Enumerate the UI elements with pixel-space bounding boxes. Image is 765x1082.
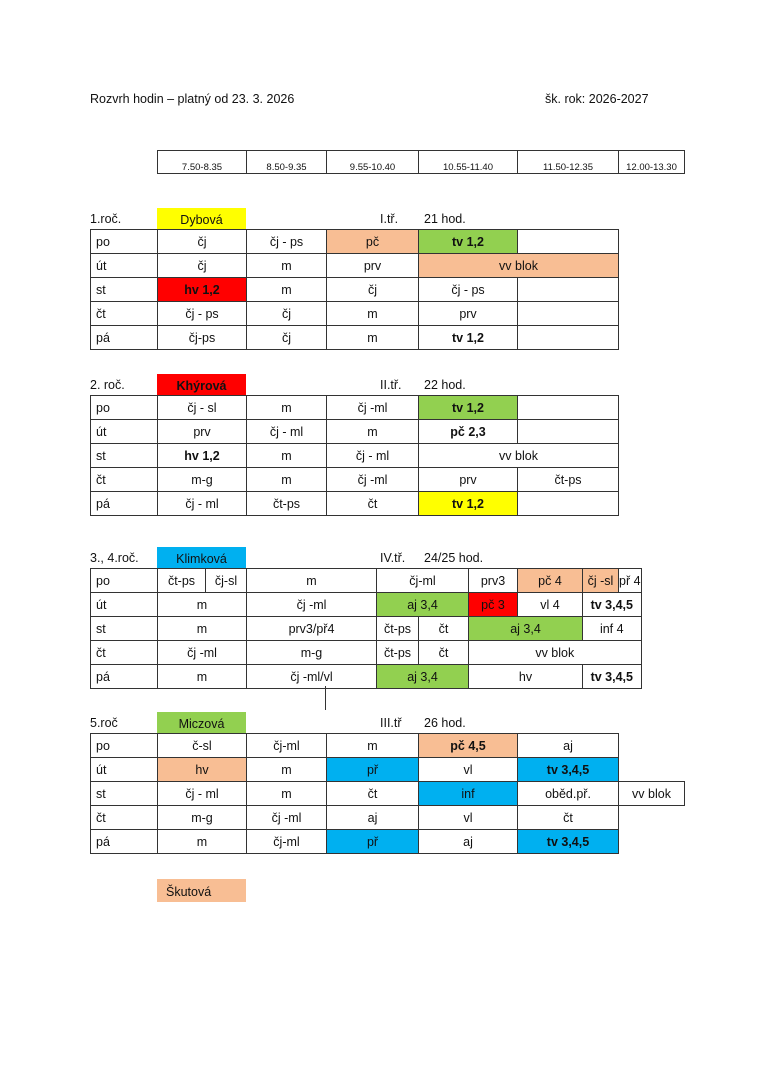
time-slot: 12.00-13.30 xyxy=(619,151,685,174)
grade-label: 5.roč xyxy=(90,716,118,730)
lesson-cell: čj xyxy=(327,278,419,302)
lesson-cell: čj xyxy=(247,326,327,350)
day-label: pá xyxy=(91,492,158,516)
day-label: st xyxy=(91,444,158,468)
lesson-cell: čj-ml xyxy=(247,830,327,854)
lesson-cell: tv 3,4,5 xyxy=(518,758,619,782)
lesson-cell: aj xyxy=(419,830,518,854)
lesson-cell: hv 1,2 xyxy=(158,278,247,302)
lesson-cell xyxy=(518,278,619,302)
table-row xyxy=(91,665,642,689)
lesson-cell: čj xyxy=(247,302,327,326)
lesson-cell: tv 3,4,5 xyxy=(518,830,619,854)
day-label: st xyxy=(91,278,158,302)
lesson-cell: m-g xyxy=(158,806,247,830)
lesson-cell: čt-ps xyxy=(158,569,206,593)
lesson-cell: čt xyxy=(327,782,419,806)
lesson-cell: př xyxy=(327,830,419,854)
lesson-cell: vv blok xyxy=(469,641,642,665)
lesson-cell: čt xyxy=(419,617,469,641)
lesson-cell: vl xyxy=(419,758,518,782)
table-row xyxy=(91,302,619,326)
time-slot: 10.55-11.40 xyxy=(419,151,518,174)
day-label: čt xyxy=(91,641,158,665)
lesson-cell: tv 1,2 xyxy=(419,326,518,350)
grade-label: 2. roč. xyxy=(90,378,125,392)
lesson-cell xyxy=(518,230,619,254)
table-row xyxy=(91,734,685,758)
lesson-cell: čj-ml xyxy=(247,734,327,758)
page-title: Rozvrh hodin – platný od 23. 3. 2026 xyxy=(90,92,295,106)
lesson-cell: pč 2,3 xyxy=(419,420,518,444)
time-slot: 11.50-12.35 xyxy=(518,151,619,174)
day-label: út xyxy=(91,254,158,278)
lesson-cell: m xyxy=(158,665,247,689)
class-label: IV.tř. xyxy=(380,551,406,565)
lesson-cell: čj - ps xyxy=(158,302,247,326)
lesson-cell: hv xyxy=(158,758,247,782)
hours-label: 22 hod. xyxy=(424,378,466,392)
time-slot: 9.55-10.40 xyxy=(327,151,419,174)
lesson-cell: prv xyxy=(419,302,518,326)
lesson-cell: m xyxy=(247,468,327,492)
lesson-cell: vv blok xyxy=(419,254,619,278)
lesson-cell: čj -ml xyxy=(247,806,327,830)
timetable-grid xyxy=(90,568,642,689)
lesson-cell: m xyxy=(158,617,247,641)
lesson-cell: aj xyxy=(518,734,619,758)
class-label: I.tř. xyxy=(380,212,399,226)
day-label: pá xyxy=(91,830,158,854)
day-label: pá xyxy=(91,665,158,689)
hours-label: 26 hod. xyxy=(424,716,466,730)
lesson-cell: m xyxy=(247,758,327,782)
lesson-cell: čj - ml xyxy=(327,444,419,468)
lesson-cell: m xyxy=(247,254,327,278)
lesson-cell: inf xyxy=(419,782,518,806)
lesson-cell: př 4 xyxy=(619,569,642,593)
lesson-cell: hv 1,2 xyxy=(158,444,247,468)
table-row xyxy=(91,593,642,617)
lesson-cell: aj xyxy=(327,806,419,830)
lesson-cell: m xyxy=(247,278,327,302)
school-year: šk. rok: 2026-2027 xyxy=(545,92,649,106)
day-label: čt xyxy=(91,806,158,830)
lesson-cell: prv xyxy=(158,420,247,444)
lesson-cell: čj - ps xyxy=(247,230,327,254)
lesson-cell: čt xyxy=(327,492,419,516)
lesson-cell: čt-ps xyxy=(377,641,419,665)
lesson-cell: čj-sl xyxy=(206,569,247,593)
lesson-cell: m xyxy=(158,593,247,617)
table-row xyxy=(91,468,619,492)
lesson-cell: m xyxy=(247,569,377,593)
lesson-cell: m xyxy=(247,396,327,420)
lesson-cell: m xyxy=(158,830,247,854)
table-row xyxy=(91,326,619,350)
lesson-cell: tv 3,4,5 xyxy=(583,593,642,617)
table-row xyxy=(91,641,642,665)
table-row xyxy=(91,444,619,468)
lesson-cell: m xyxy=(247,782,327,806)
divider-line xyxy=(325,686,326,710)
lesson-cell: vl 4 xyxy=(518,593,583,617)
lesson-cell: vl xyxy=(419,806,518,830)
lesson-cell: vv blok xyxy=(619,782,685,806)
teacher-name: Klimková xyxy=(157,547,246,569)
day-label: út xyxy=(91,420,158,444)
time-slots-table xyxy=(157,150,685,174)
table-row xyxy=(91,230,619,254)
lesson-cell: čj - ps xyxy=(419,278,518,302)
lesson-cell: vv blok xyxy=(419,444,619,468)
lesson-cell: čj -ml xyxy=(158,641,247,665)
hours-label: 24/25 hod. xyxy=(424,551,484,565)
lesson-cell: tv 1,2 xyxy=(419,230,518,254)
lesson-cell: m-g xyxy=(158,468,247,492)
lesson-cell: prv xyxy=(327,254,419,278)
lesson-cell: tv 1,2 xyxy=(419,492,518,516)
lesson-cell xyxy=(518,326,619,350)
table-row xyxy=(91,782,685,806)
lesson-cell: m xyxy=(247,444,327,468)
table-row xyxy=(91,278,619,302)
lesson-cell xyxy=(518,420,619,444)
lesson-cell: čj xyxy=(158,254,247,278)
lesson-cell: čj - ml xyxy=(158,492,247,516)
grade-label: 1.roč. xyxy=(90,212,122,226)
lesson-cell: aj 3,4 xyxy=(377,593,469,617)
time-slot: 7.50-8.35 xyxy=(158,151,247,174)
table-row xyxy=(91,569,642,593)
lesson-cell: oběd.př. xyxy=(518,782,619,806)
lesson-cell: čj - sl xyxy=(158,396,247,420)
teacher-name: Dybová xyxy=(157,208,246,230)
lesson-cell: čt-ps xyxy=(518,468,619,492)
lesson-cell: čj -ml xyxy=(327,468,419,492)
table-row xyxy=(91,617,642,641)
teacher-name: Khýrová xyxy=(157,374,246,396)
lesson-cell: pč 4,5 xyxy=(419,734,518,758)
table-row xyxy=(91,254,619,278)
grade-label: 3., 4.roč. xyxy=(90,551,139,565)
class-label: II.tř. xyxy=(380,378,402,392)
time-slot: 8.50-9.35 xyxy=(247,151,327,174)
lesson-cell: čj -sl xyxy=(583,569,619,593)
timetable-grid xyxy=(90,733,685,854)
table-row xyxy=(91,492,619,516)
lesson-cell: tv 3,4,5 xyxy=(583,665,642,689)
day-label: po xyxy=(91,734,158,758)
day-label: po xyxy=(91,569,158,593)
lesson-cell: prv xyxy=(419,468,518,492)
day-label: pá xyxy=(91,326,158,350)
lesson-cell xyxy=(518,302,619,326)
day-label: st xyxy=(91,782,158,806)
timetable-grid xyxy=(90,395,619,516)
lesson-cell: pč 3 xyxy=(469,593,518,617)
lesson-cell: pč 4 xyxy=(518,569,583,593)
lesson-cell: čj xyxy=(158,230,247,254)
lesson-cell: př xyxy=(327,758,419,782)
timetable-grid xyxy=(90,229,619,350)
lesson-cell: čj -ml xyxy=(247,593,377,617)
day-label: út xyxy=(91,758,158,782)
lesson-cell: pč xyxy=(327,230,419,254)
table-row xyxy=(91,758,685,782)
lesson-cell: aj 3,4 xyxy=(377,665,469,689)
lesson-cell: m xyxy=(327,420,419,444)
day-label: po xyxy=(91,396,158,420)
table-row xyxy=(91,396,619,420)
lesson-cell: prv3 xyxy=(469,569,518,593)
lesson-cell: čj -ml/vl xyxy=(247,665,377,689)
lesson-cell: čt-ps xyxy=(377,617,419,641)
lesson-cell: prv3/př4 xyxy=(247,617,377,641)
table-row xyxy=(91,830,685,854)
lesson-cell: čj-ps xyxy=(158,326,247,350)
lesson-cell: čj - ml xyxy=(247,420,327,444)
lesson-cell: inf 4 xyxy=(583,617,642,641)
lesson-cell: m xyxy=(327,326,419,350)
day-label: čt xyxy=(91,302,158,326)
lesson-cell: hv xyxy=(469,665,583,689)
class-label: III.tř xyxy=(380,716,402,730)
lesson-cell: aj 3,4 xyxy=(469,617,583,641)
lesson-cell: čj - ml xyxy=(158,782,247,806)
legend-teacher-skutova: Škutová xyxy=(157,879,246,902)
teacher-name: Miczová xyxy=(157,712,246,734)
lesson-cell: čt-ps xyxy=(247,492,327,516)
lesson-cell: čt xyxy=(518,806,619,830)
lesson-cell: m xyxy=(327,734,419,758)
lesson-cell xyxy=(518,396,619,420)
lesson-cell: č-sl xyxy=(158,734,247,758)
day-label: út xyxy=(91,593,158,617)
table-row xyxy=(91,420,619,444)
lesson-cell: čj -ml xyxy=(327,396,419,420)
lesson-cell: čj-ml xyxy=(377,569,469,593)
lesson-cell: tv 1,2 xyxy=(419,396,518,420)
lesson-cell: m-g xyxy=(247,641,377,665)
day-label: čt xyxy=(91,468,158,492)
lesson-cell: čt xyxy=(419,641,469,665)
lesson-cell: m xyxy=(327,302,419,326)
table-row xyxy=(91,806,685,830)
lesson-cell xyxy=(518,492,619,516)
hours-label: 21 hod. xyxy=(424,212,466,226)
day-label: po xyxy=(91,230,158,254)
day-label: st xyxy=(91,617,158,641)
